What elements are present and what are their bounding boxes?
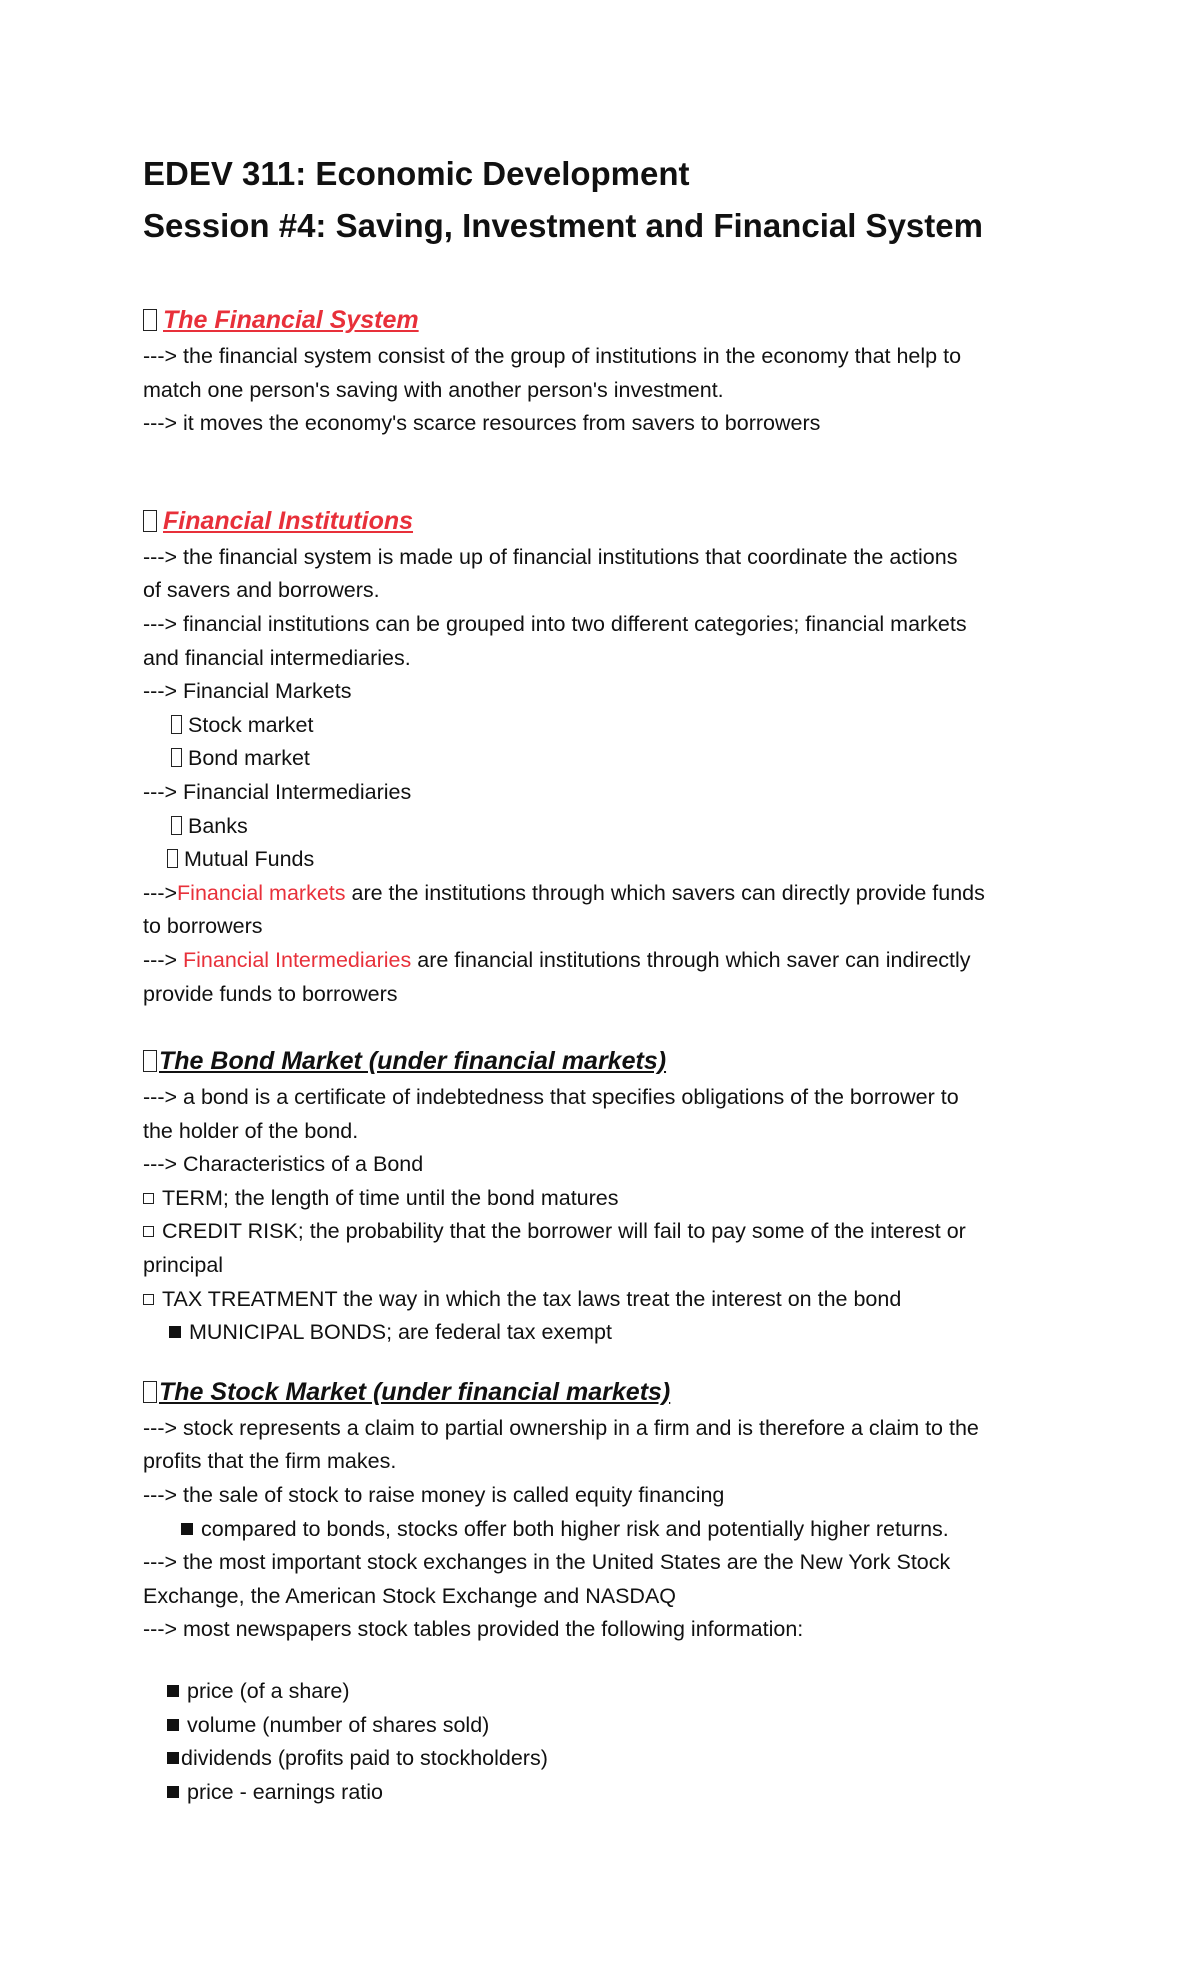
document-title-line-1: EDEV 311: Economic Development	[143, 155, 690, 192]
list-item: volume (number of shares sold)	[143, 1709, 1083, 1743]
document-page	[143, 148, 1083, 1809]
highlighted-term: Financial Intermediaries	[183, 947, 412, 972]
list-item: price (of a share)	[143, 1675, 1083, 1709]
list-item: CREDIT RISK; the probability that the borrower will fail to pay some of the interest or	[143, 1215, 1083, 1249]
hollow-square-icon	[143, 1193, 154, 1204]
section-financial-institutions	[143, 501, 1083, 1011]
section-heading: The Bond Market (under financial markets)	[143, 1041, 1083, 1081]
body-line: ---> the financial system is made up of financial institutions that coordinate the actions	[143, 544, 958, 569]
document-title-line-2: Session #4: Saving, Investment and Financial System	[143, 207, 983, 244]
section-heading: Financial Institutions	[143, 501, 1083, 541]
body-line: ---> most newspapers stock tables provided the following information:	[143, 1617, 804, 1642]
body-line: ---> stock represents a claim to partial ownership in a firm and is therefore a claim to the	[143, 1415, 979, 1440]
body-line: the holder of the bond.	[143, 1118, 359, 1143]
body-line: ---> Characteristics of a Bond	[143, 1152, 424, 1177]
bullet-box-icon	[143, 510, 157, 532]
bullet-box-icon	[171, 748, 182, 767]
list-item: dividends (profits paid to stockholders)	[143, 1742, 1083, 1776]
body-line: ---> the financial system consist of the group of institutions in the economy that help to	[143, 344, 962, 368]
hollow-square-icon	[143, 1226, 154, 1237]
body-line: ---> a bond is a certificate of indebtedness that specifies obligations of the borrower to	[143, 1085, 959, 1110]
list-item: Stock market	[143, 709, 1083, 743]
filled-square-icon	[169, 1326, 181, 1338]
section-stock-market	[143, 1372, 1083, 1810]
body-line: to borrowers	[143, 914, 263, 939]
list-item: Banks	[143, 810, 1083, 844]
body-line: ---> Financial Markets	[143, 679, 352, 704]
section-financial-system	[143, 300, 1083, 441]
list-item: MUNICIPAL BONDS; are federal tax exempt	[143, 1316, 1083, 1350]
bullet-box-icon	[171, 715, 182, 734]
body-line: ---> the most important stock exchanges in the United States are the New York Stock	[143, 1550, 951, 1575]
filled-square-icon	[167, 1752, 179, 1764]
filled-square-icon	[181, 1523, 193, 1535]
list-item: Mutual Funds	[143, 843, 1083, 877]
section-bond-market	[143, 1041, 1083, 1350]
list-item: TAX TREATMENT the way in which the tax laws treat the interest on the bond	[143, 1283, 1083, 1317]
bullet-box-icon	[143, 1381, 157, 1403]
body-line: ---> financial institutions can be grouped into two different categories; financial markets	[143, 611, 967, 636]
body-line: profits that the firm makes.	[143, 1449, 397, 1474]
body-line: provide funds to borrowers	[143, 981, 398, 1006]
list-item: compared to bonds, stocks offer both higher risk and potentially higher returns.	[143, 1513, 1083, 1547]
bullet-box-icon	[171, 816, 182, 835]
body-line: principal	[143, 1253, 224, 1278]
list-item: Bond market	[143, 742, 1083, 776]
bullet-box-icon	[167, 849, 178, 868]
bullet-box-icon	[143, 1050, 157, 1072]
body-line: of savers and borrowers.	[143, 578, 380, 603]
body-line: ---> Financial Intermediaries	[143, 779, 412, 804]
body-line: ---> it moves the economy's scarce resources from savers to borrowers	[143, 411, 821, 436]
hollow-square-icon	[143, 1294, 154, 1305]
filled-square-icon	[167, 1719, 179, 1731]
filled-square-icon	[167, 1786, 179, 1798]
body-line: match one person's saving with another person's investment.	[143, 377, 724, 402]
bullet-box-icon	[143, 309, 157, 331]
section-heading: The Financial System	[143, 300, 1083, 340]
definition-line: --->Financial markets are the institutions through which savers can directly provide funds	[143, 880, 985, 905]
filled-square-icon	[167, 1685, 179, 1697]
list-item: price - earnings ratio	[143, 1776, 1083, 1810]
body-line: ---> the sale of stock to raise money is called equity financing	[143, 1483, 725, 1508]
body-line: Exchange, the American Stock Exchange and NASDAQ	[143, 1583, 677, 1608]
definition-line: ---> Financial Intermediaries are financial institutions through which saver can indirectly	[143, 947, 971, 972]
section-heading: The Stock Market (under financial markets)	[143, 1372, 1083, 1412]
highlighted-term: Financial markets	[177, 880, 346, 905]
list-item: TERM; the length of time until the bond matures	[143, 1182, 1083, 1216]
body-line: and financial intermediaries.	[143, 645, 411, 670]
